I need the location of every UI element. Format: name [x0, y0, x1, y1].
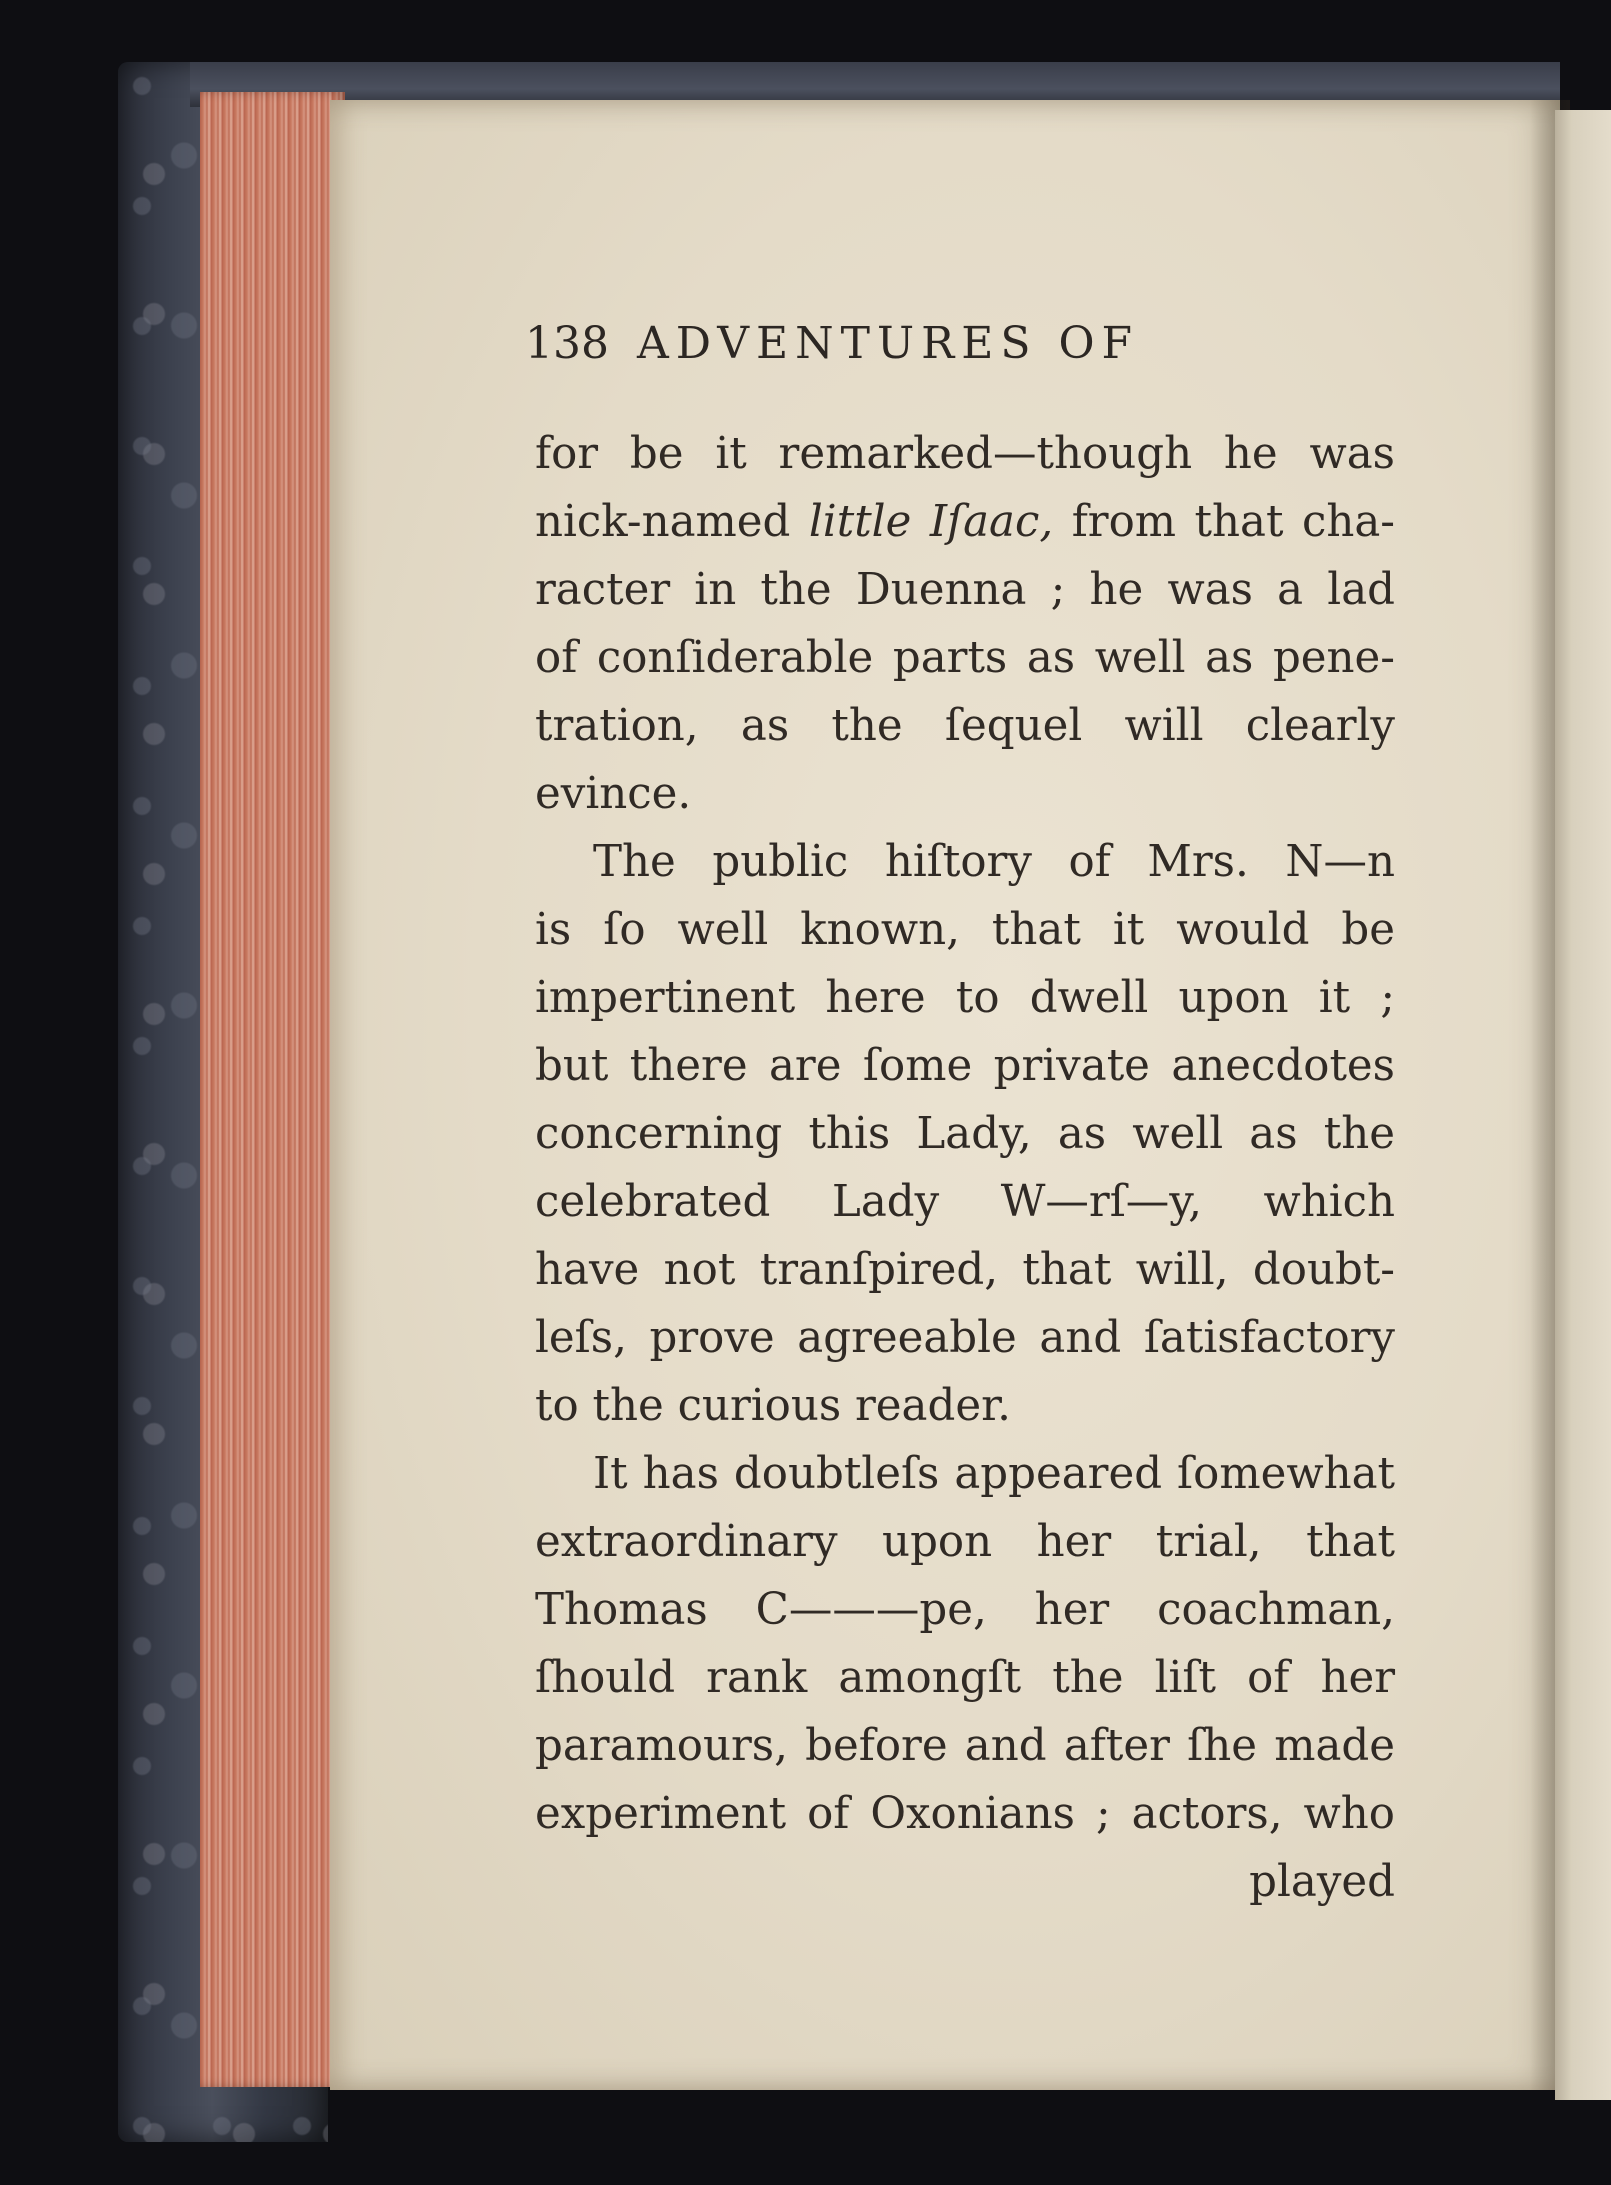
text-line: impertinent here to dwell upon it ;: [535, 973, 1395, 1023]
text-line: It has doubtleſs appeared ſomewhat: [593, 1449, 1395, 1499]
running-title: ADVENTURES OF: [637, 318, 1140, 369]
text-line: leſs, prove agreeable and ſatisfactory: [535, 1313, 1395, 1363]
text-line: Thomas C———pe, her coachman,: [535, 1585, 1395, 1635]
text-line: celebrated Lady W—rſ—y, which: [535, 1177, 1395, 1227]
text-line: extraordinary upon her trial, that: [535, 1517, 1395, 1567]
text-line: of conſiderable parts as well as pene-: [535, 633, 1395, 683]
text-line: tration, as the ſequel will clearly: [535, 701, 1395, 751]
text-line: evince.: [535, 769, 692, 819]
text-fragment: from that cha-: [1071, 497, 1395, 547]
page-number: 138: [525, 318, 609, 369]
italic-title: little Iſaac,: [808, 497, 1054, 547]
text-line: for be it remarked—though he was: [535, 429, 1395, 479]
text-line: have not tranſpired, that will, doubt-: [535, 1245, 1395, 1295]
text-line: ſhould rank amongſt the liſt of her: [535, 1653, 1395, 1703]
text-line: to the curious reader.: [535, 1381, 1011, 1431]
text-line: concerning this Lady, as well as the: [535, 1109, 1395, 1159]
text-line: experiment of Oxonians ; actors, who: [535, 1789, 1395, 1839]
text-line: but there are ſome private anecdotes: [535, 1041, 1395, 1091]
text-line: The public hiſtory of Mrs. N—n: [593, 837, 1395, 887]
page-edges: [200, 92, 345, 2087]
running-head: [525, 318, 1285, 388]
text-line: is ſo well known, that it would be: [535, 905, 1395, 955]
text-fragment: nick-named: [535, 497, 791, 547]
text-line: [535, 488, 1395, 556]
text-line: racter in the Duenna ; he was a lad: [535, 565, 1395, 615]
text-line: paramours, before and after ſhe made: [535, 1721, 1395, 1771]
facing-page-edge: [1555, 110, 1611, 2100]
catchword: played: [1249, 1857, 1395, 1907]
body-text: [535, 420, 1395, 1916]
